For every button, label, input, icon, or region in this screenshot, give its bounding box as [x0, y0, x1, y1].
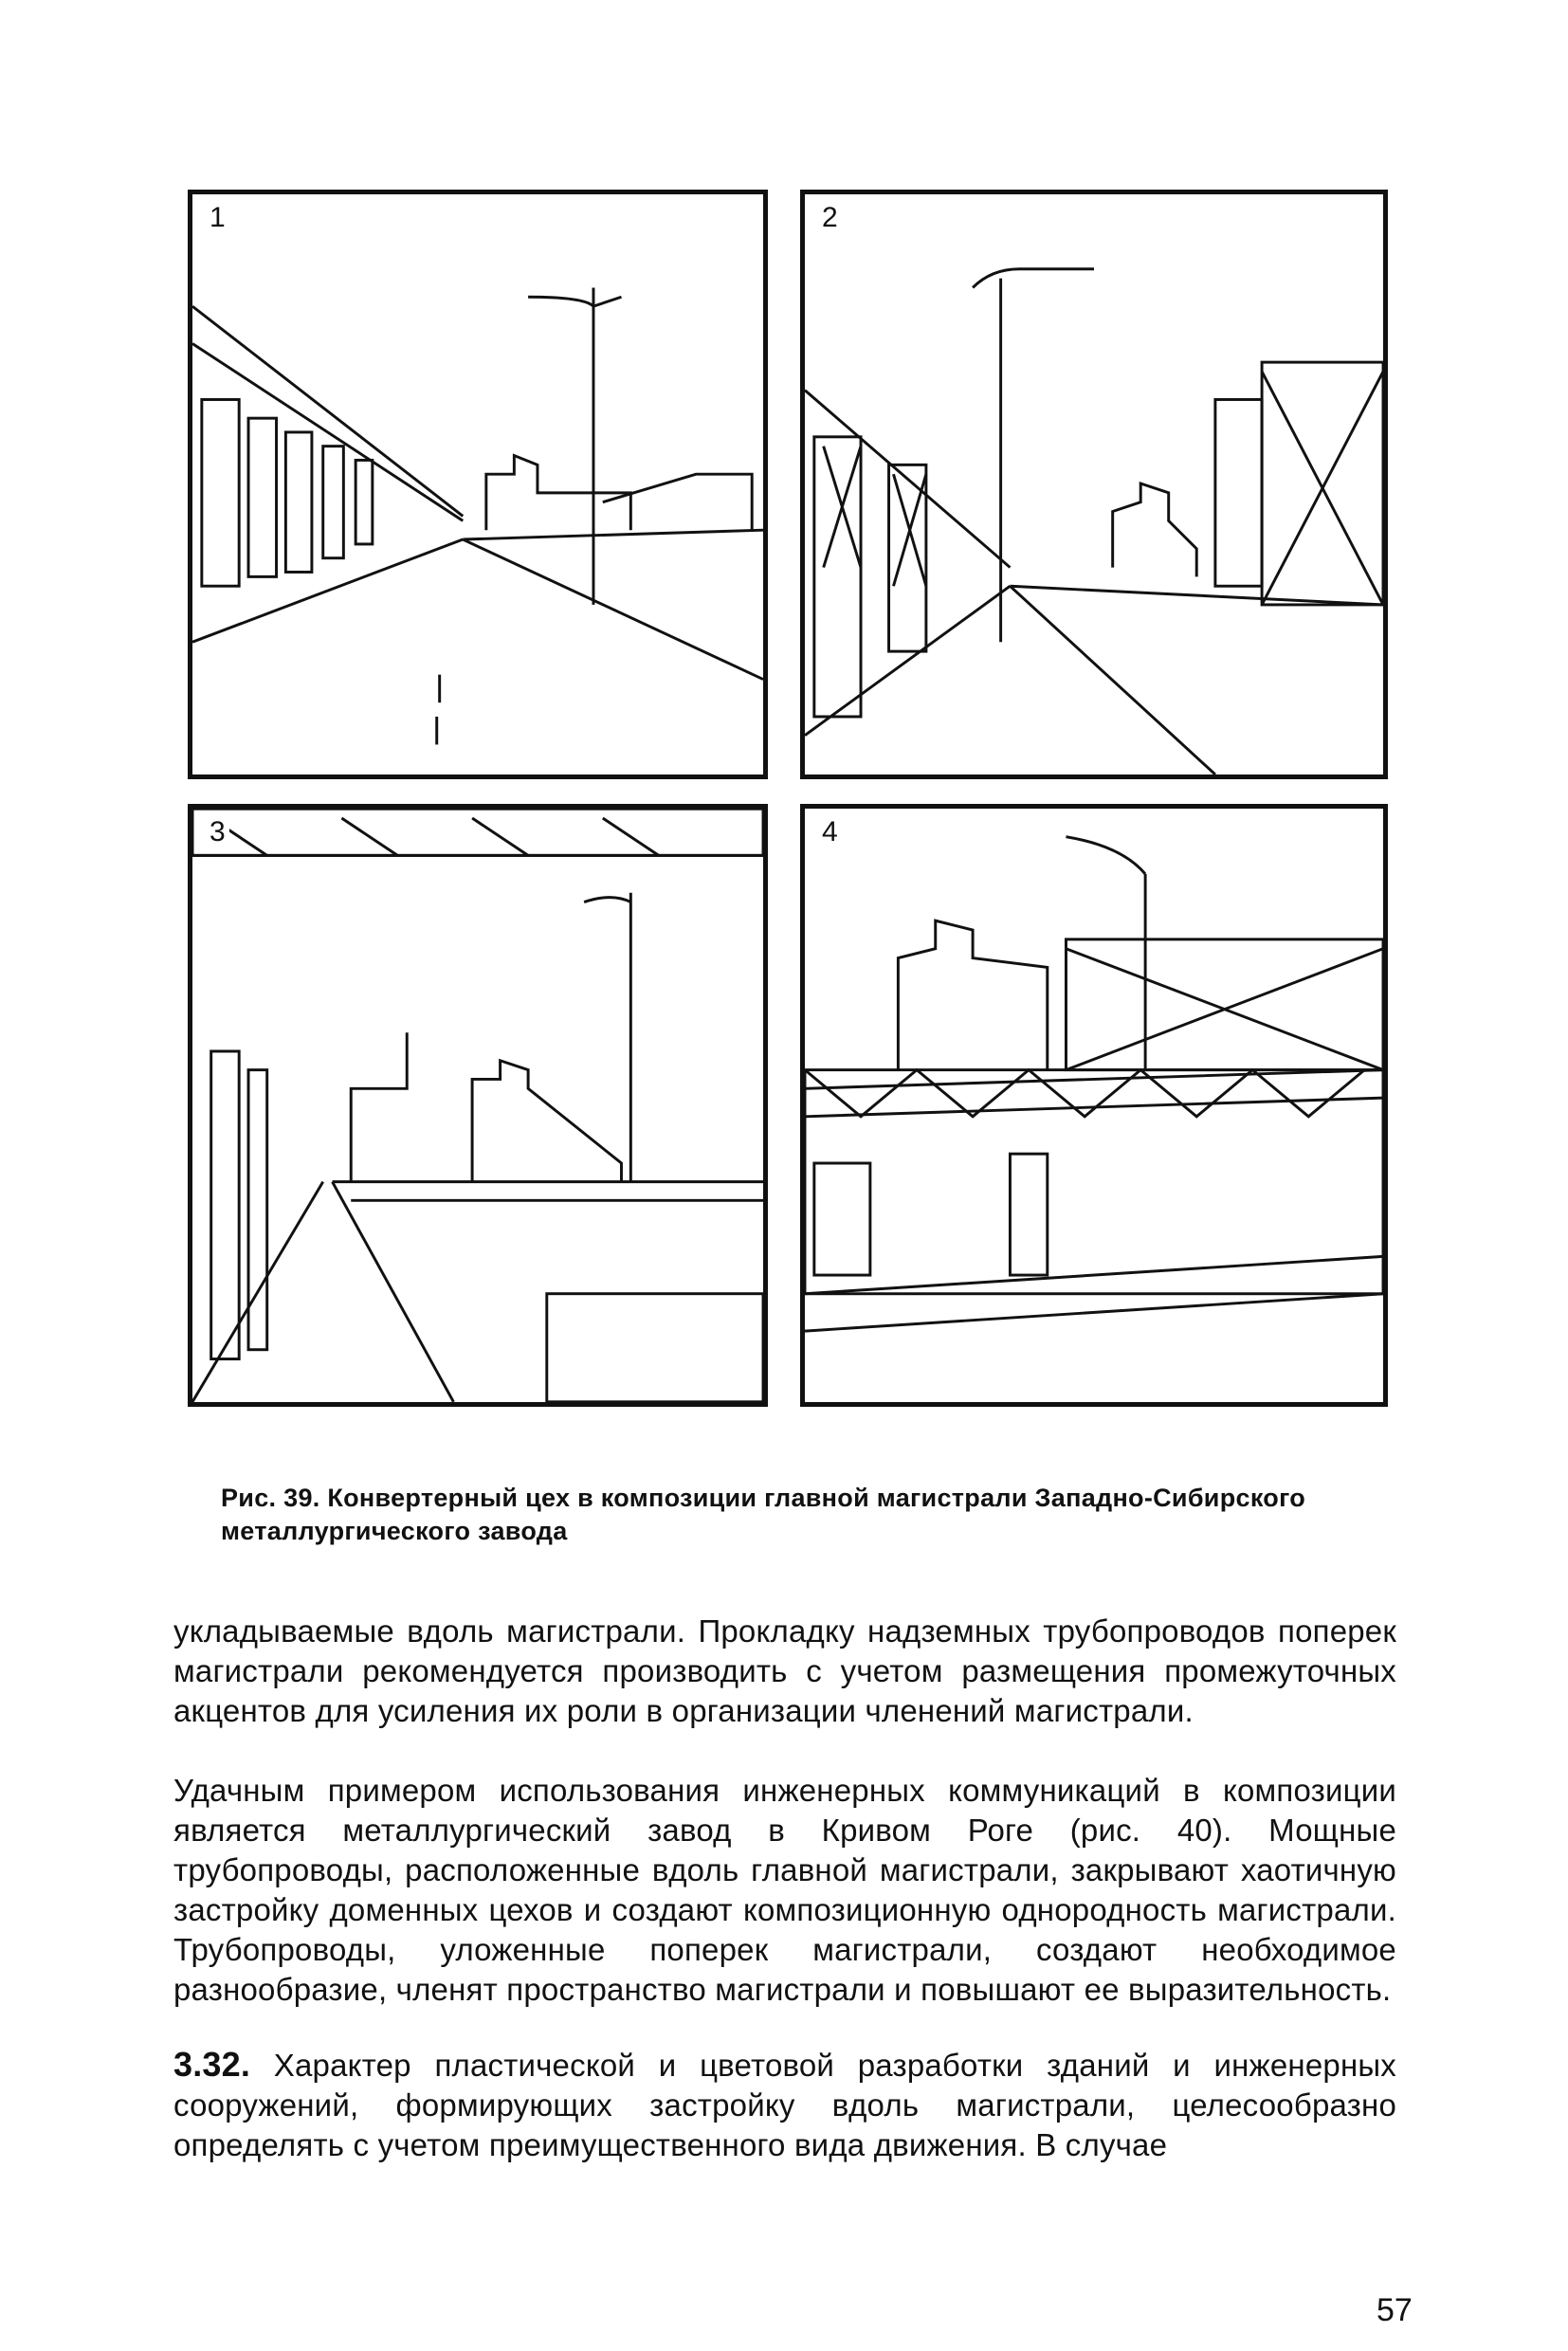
figure-caption: Рис. 39. Конвертерный цех в композиции главной магистрали Западно-Сибирского металлургического завода [221, 1484, 1306, 1545]
figure-panel-2 [800, 190, 1388, 779]
panel-2-drawing [805, 194, 1383, 775]
figure-panel-3 [188, 804, 768, 1407]
paragraph-3-text: Характер пластической и цветовой разработки зданий и инженерных сооружений, формирующих застройку вдоль магистрали, целесообразно определять с учетом преимущественного вида движения. В случае [173, 2048, 1396, 2162]
paragraph-2: Удачным примером использования инженерных коммуникаций в композиции является металлургический завод в Кривом Роге (рис. 40). Мощные трубопроводы, расположенные вдоль главной магистрали, закрывают хаотичную застройку доменных цехов и создают композиционную однородность магистрали. Трубопроводы, уложенные поперек магистрали, создают необходимое разнообразие, членят пространство магистрали и повышают ее выразительность. [173, 1773, 1396, 2007]
panel-3-drawing [192, 809, 763, 1402]
panel-4-number: 4 [818, 816, 842, 848]
panel-1-number: 1 [206, 202, 229, 234]
panel-3-number: 3 [206, 816, 229, 848]
figure-panel-1 [188, 190, 768, 779]
section-number: 3.32. [173, 2045, 251, 2084]
figure-panel-4 [800, 804, 1388, 1407]
paragraph-1: укладываемые вдоль магистрали. Прокладку надземных трубопроводов поперек магистрали рекомендуется производить с учетом размещения промежуточных акцентов для усиления их роли в организации членений магистрали. [173, 1613, 1396, 1728]
panel-4-drawing [805, 809, 1383, 1402]
panel-1-drawing [192, 194, 763, 775]
panel-2-number: 2 [818, 202, 842, 234]
page-number: 57 [1377, 2292, 1413, 2328]
paragraph-3 [173, 2045, 1396, 2165]
